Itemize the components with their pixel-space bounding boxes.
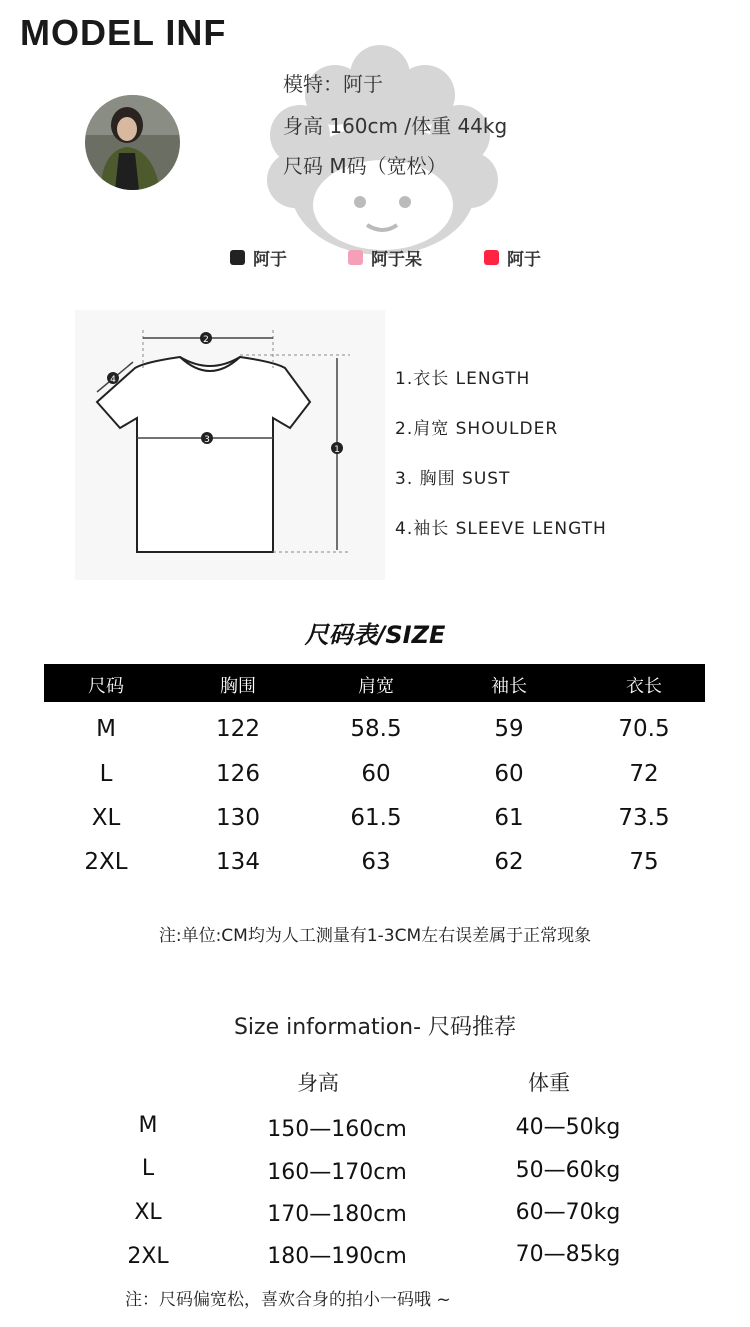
row-size: L (99, 761, 113, 787)
info-height: 160—170cm (267, 1160, 407, 1185)
header-sleeve: 袖长 (491, 676, 527, 697)
info-weight: 50—60kg (515, 1158, 621, 1183)
legend-length: 1.衣长 LENGTH (395, 369, 531, 389)
info-weight: 60—70kg (515, 1200, 621, 1225)
row-sleeve: 62 (494, 849, 524, 875)
measurement-note: 注:单位:CM均为人工测量有1-3CM左右误差属于正常现象 (158, 926, 592, 946)
legend-shoulder: 2.肩宽 SHOULDER (395, 419, 559, 439)
marker-2-label: 2 (203, 335, 209, 345)
social-douyin-label: 阿于 (253, 250, 287, 270)
info-size: M (138, 1113, 158, 1138)
table-row (0, 716, 750, 746)
row-length: 73.5 (618, 805, 670, 831)
header-length: 衣长 (626, 676, 662, 697)
social-douyin (230, 245, 287, 270)
row-shoulder: 61.5 (350, 805, 402, 831)
social-lofter (348, 245, 422, 270)
size-info-title: Size information- 尺码推荐 (233, 1015, 517, 1040)
xiaohongshu-icon (484, 250, 499, 265)
row-chest: 130 (216, 805, 260, 831)
info-header-weight: 体重 (528, 1071, 570, 1095)
info-height: 150—160cm (267, 1117, 407, 1142)
model-avatar (85, 95, 180, 190)
social-lofter-label: 阿于呆 (371, 250, 422, 270)
info-size: 2XL (127, 1244, 169, 1269)
table-row (0, 805, 750, 835)
list-item (0, 1113, 750, 1143)
model-info-title: MODEL INF (20, 12, 227, 53)
legend-chest: 3. 胸围 SUST (395, 469, 511, 489)
size-table-title: 尺码表/SIZE (304, 621, 446, 649)
social-xiaohongshu (484, 245, 541, 270)
row-chest: 134 (216, 849, 260, 875)
row-length: 75 (629, 849, 659, 875)
size-table-header (44, 664, 705, 702)
douyin-icon (230, 250, 245, 265)
info-weight: 70—85kg (515, 1242, 621, 1267)
info-weight: 40—50kg (515, 1115, 621, 1140)
row-chest: 126 (216, 761, 260, 787)
row-length: 72 (629, 761, 659, 787)
info-header-height: 身高 (297, 1071, 339, 1095)
info-size: L (141, 1156, 155, 1181)
marker-1-label: 1 (334, 445, 340, 455)
row-size: XL (91, 805, 121, 831)
list-item (0, 1200, 750, 1230)
fit-recommendation-note: 注：尺码偏宽松，喜欢合身的拍小一码哦 ~ (125, 1290, 451, 1310)
lofter-icon (348, 250, 363, 265)
row-sleeve: 59 (494, 716, 524, 742)
header-shoulder: 肩宽 (358, 676, 394, 697)
row-shoulder: 58.5 (350, 716, 402, 742)
row-sleeve: 61 (494, 805, 524, 831)
model-name: 模特：阿于 (283, 72, 383, 96)
header-chest: 胸围 (220, 676, 256, 697)
info-height: 170—180cm (267, 1202, 407, 1227)
social-xiaohongshu-label: 阿于 (507, 250, 541, 270)
model-height-weight: 身高 160cm /体重 44kg (283, 114, 508, 138)
info-size: XL (134, 1200, 162, 1225)
row-sleeve: 60 (494, 761, 524, 787)
model-size: 尺码 M码（宽松） (283, 154, 447, 178)
row-size: 2XL (84, 849, 128, 875)
table-row (0, 849, 750, 879)
row-size: M (96, 716, 116, 742)
legend-sleeve: 4.袖长 SLEEVE LENGTH (395, 519, 607, 539)
row-shoulder: 63 (361, 849, 391, 875)
tshirt-measurement-diagram (75, 310, 385, 580)
row-shoulder: 60 (361, 761, 391, 787)
marker-3-label: 3 (204, 435, 210, 445)
info-height: 180—190cm (267, 1244, 407, 1269)
list-item (0, 1242, 750, 1272)
row-length: 70.5 (618, 716, 670, 742)
table-row (0, 761, 750, 791)
list-item (0, 1156, 750, 1186)
header-size: 尺码 (88, 676, 124, 697)
marker-4-label: 4 (110, 375, 116, 385)
row-chest: 122 (216, 716, 260, 742)
